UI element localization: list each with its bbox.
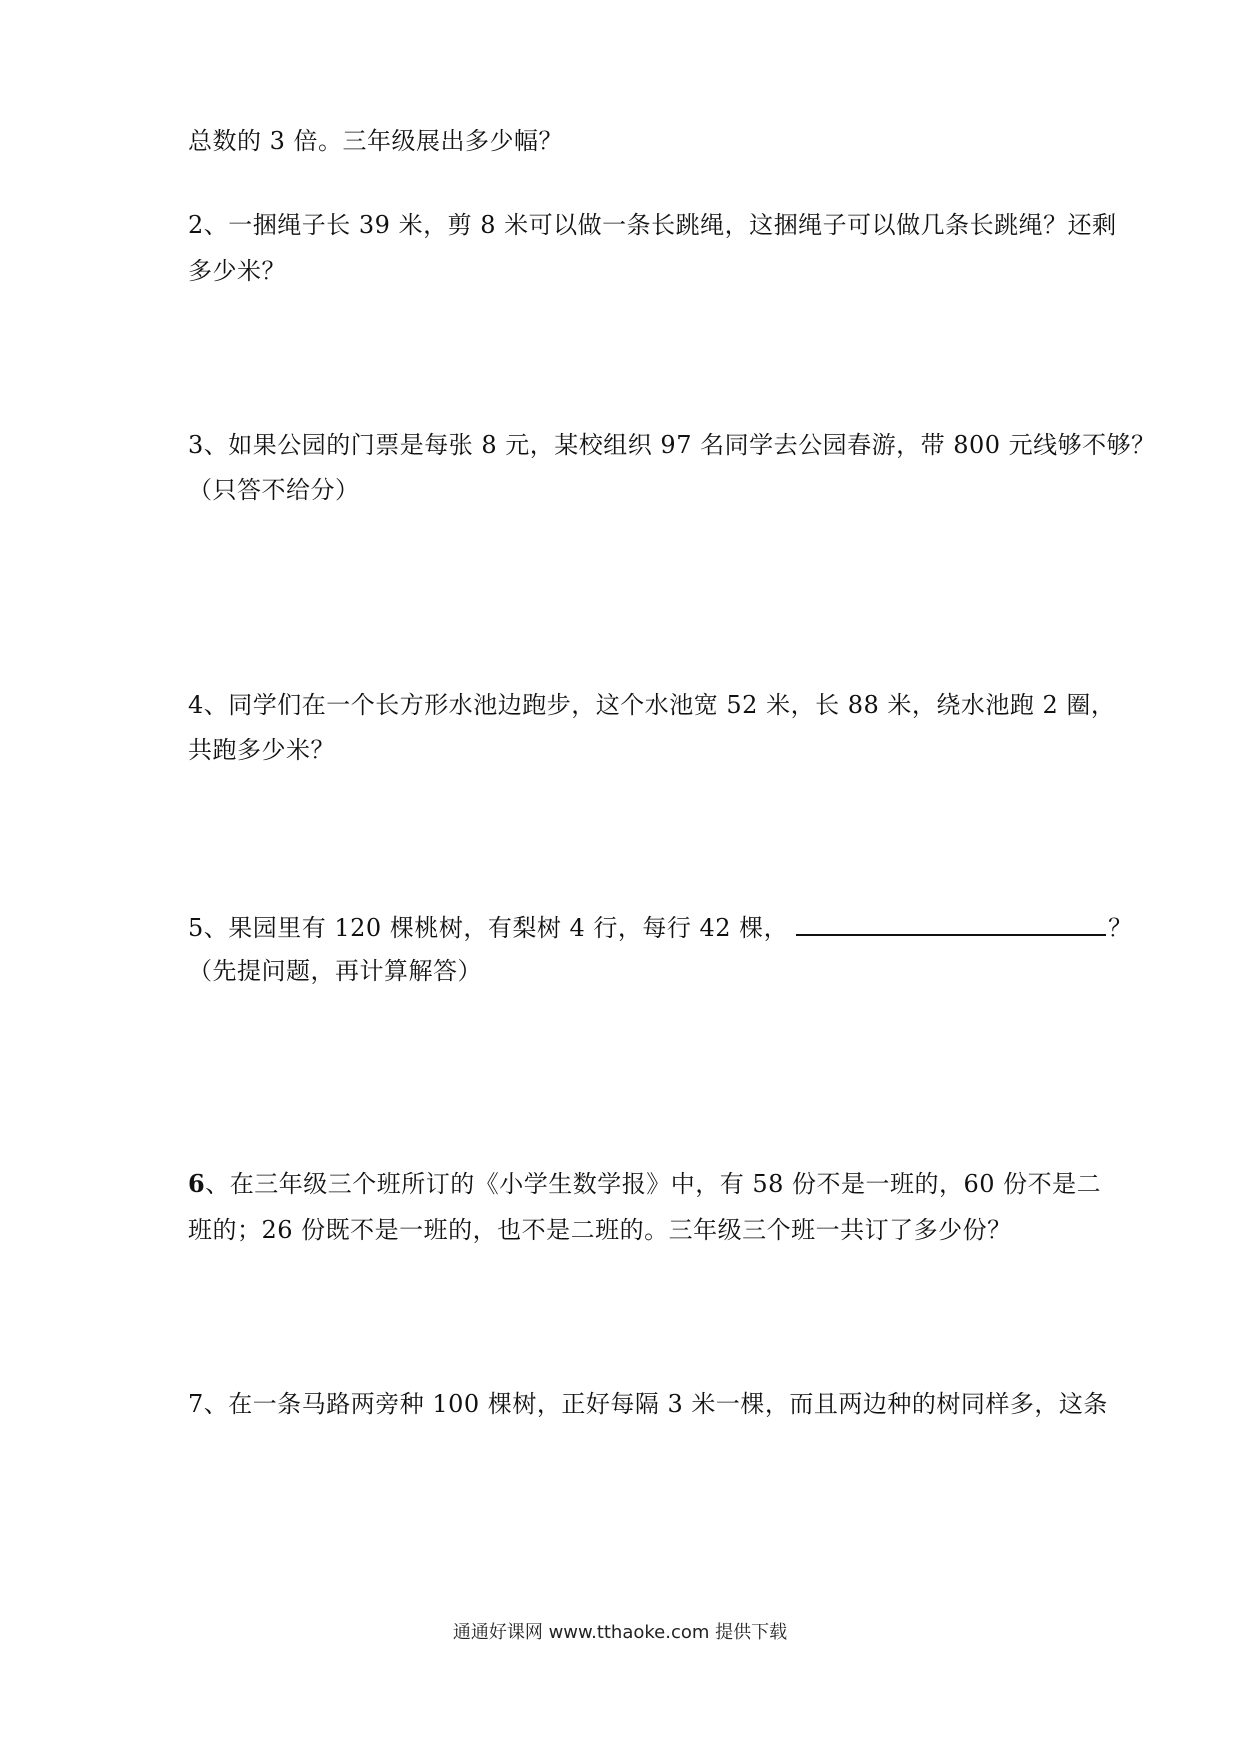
page-footer: 通通好课网 www.tthaoke.com 提供下载	[452, 1622, 788, 1643]
question-4-line-2: 共跑多少米？	[188, 736, 335, 764]
question-2-line-2: 多少米？	[188, 257, 286, 285]
question-6-number: 6	[188, 1169, 206, 1198]
question-6-line-2: 班的；26 份既不是一班的，也不是二班的。三年级三个班一共订了多少份？	[188, 1216, 1012, 1244]
question-4-line-1: 4、同学们在一个长方形水池边跑步，这个水池宽 52 米，长 88 米，绕水池跑 2 圈，	[188, 691, 1116, 719]
question-5-line-2: （先提问题，再计算解答）	[188, 957, 482, 985]
question-6-line-1	[188, 1169, 1101, 1199]
question-3-line-2: （只答不给分）	[188, 476, 360, 504]
question-1-continuation: 总数的 3 倍。三年级展出多少幅？	[188, 127, 564, 155]
question-5-line-1	[188, 912, 1133, 943]
question-3-line-1: 3、如果公园的门票是每张 8 元，某校组织 97 名同学去公园春游，带 800 元线够不够？	[188, 431, 1156, 459]
question-5-question-mark: ？	[1108, 914, 1133, 942]
question-7-line-1: 7、在一条马路两旁种 100 棵树，正好每隔 3 米一棵，而且两边种的树同样多，这条	[188, 1390, 1108, 1418]
question-5-text: 5、果园里有 120 棵桃树，有梨树 4 行，每行 42 棵，	[188, 914, 789, 942]
question-5-answer-blank[interactable]	[796, 912, 1106, 936]
question-2-line-1: 2、一捆绳子长 39 米，剪 8 米可以做一条长跳绳，这捆绳子可以做几条长跳绳？还剩	[188, 211, 1117, 239]
question-6-text: 、在三年级三个班所订的《小学生数学报》中，有 58 份不是一班的，60 份不是二	[205, 1170, 1102, 1198]
